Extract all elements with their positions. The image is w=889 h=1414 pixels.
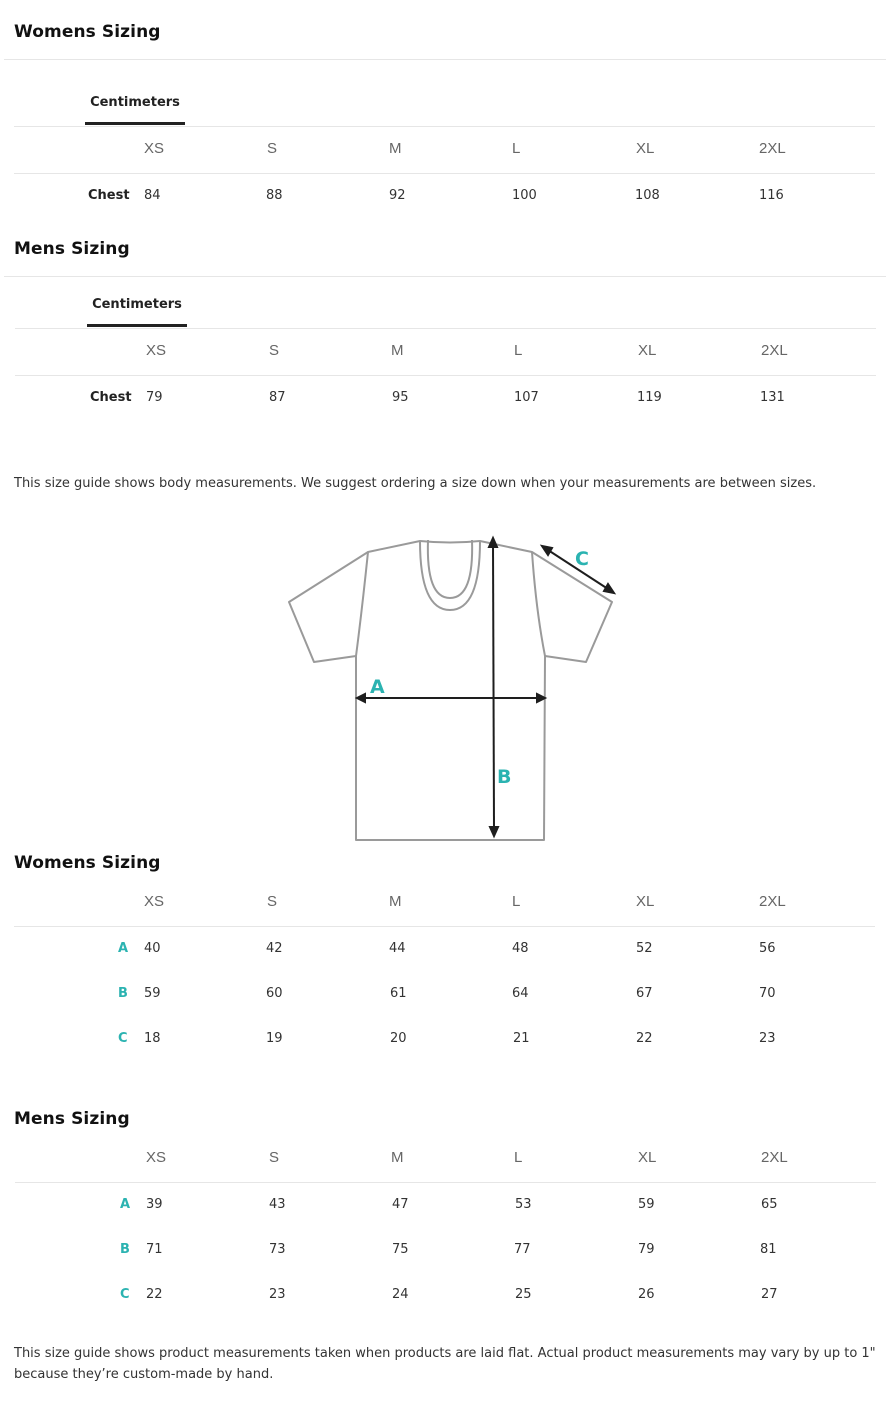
tshirt-measurement-diagram xyxy=(280,530,625,850)
size-header-s: S xyxy=(269,1149,280,1166)
size-header-xs: XS xyxy=(146,1149,167,1166)
cell-value: 56 xyxy=(759,941,776,956)
cell-value: 59 xyxy=(144,986,161,1001)
size-header-2xl: 2XL xyxy=(759,893,786,910)
cell-value: 88 xyxy=(266,188,283,203)
size-header-s: S xyxy=(267,893,278,910)
cell-value: 19 xyxy=(266,1031,283,1046)
cell-value: 64 xyxy=(512,986,529,1001)
divider xyxy=(15,328,876,329)
tab-active-indicator xyxy=(87,324,187,327)
row-label-a: A xyxy=(118,941,129,956)
cell-value: 21 xyxy=(513,1031,530,1046)
divider xyxy=(14,126,875,127)
cell-value: 22 xyxy=(146,1287,163,1302)
size-header-xs: XS xyxy=(144,140,165,157)
cell-value: 18 xyxy=(144,1031,161,1046)
divider xyxy=(14,926,875,927)
divider xyxy=(4,59,886,60)
size-header-m: M xyxy=(391,1149,404,1166)
cell-value: 75 xyxy=(392,1242,409,1257)
size-header-l: L xyxy=(512,140,521,157)
cell-value: 70 xyxy=(759,986,776,1001)
cell-value: 25 xyxy=(515,1287,532,1302)
cell-value: 92 xyxy=(389,188,406,203)
divider xyxy=(14,173,875,174)
cell-value: 73 xyxy=(269,1242,286,1257)
cell-value: 59 xyxy=(638,1197,655,1212)
cell-value: 20 xyxy=(390,1031,407,1046)
size-header-l: L xyxy=(514,342,523,359)
womens-sizing-title: Womens Sizing xyxy=(14,853,161,873)
size-header-s: S xyxy=(267,140,278,157)
cell-value: 79 xyxy=(146,390,163,405)
size-header-xl: XL xyxy=(636,893,655,910)
divider xyxy=(15,375,876,376)
cell-value: 48 xyxy=(512,941,529,956)
size-header-xl: XL xyxy=(636,140,655,157)
cell-value: 67 xyxy=(636,986,653,1001)
size-header-m: M xyxy=(391,342,404,359)
cell-value: 100 xyxy=(512,188,537,203)
size-header-l: L xyxy=(514,1149,523,1166)
cell-value: 131 xyxy=(760,390,785,405)
cell-value: 26 xyxy=(638,1287,655,1302)
row-label-b: B xyxy=(120,1242,130,1257)
size-header-xs: XS xyxy=(144,893,165,910)
cell-value: 43 xyxy=(269,1197,286,1212)
body-measurement-note: This size guide shows body measurements. We suggest ordering a size down when your measurements are between sizes. xyxy=(14,476,817,491)
womens-sizing-title: Womens Sizing xyxy=(14,22,161,42)
size-header-m: M xyxy=(389,140,402,157)
size-header-xl: XL xyxy=(638,1149,657,1166)
cell-value: 81 xyxy=(760,1242,777,1257)
tshirt-outline xyxy=(289,540,612,840)
row-label-c: C xyxy=(118,1031,128,1046)
size-header-xl: XL xyxy=(638,342,657,359)
cell-value: 71 xyxy=(146,1242,163,1257)
cell-value: 52 xyxy=(636,941,653,956)
product-measurement-note: This size guide shows product measurements taken when products are laid flat. Actual product measurements may vary by up to 1" because they’re custom-made by hand. xyxy=(14,1346,876,1382)
size-header-2xl: 2XL xyxy=(761,342,788,359)
size-header-m: M xyxy=(389,893,402,910)
row-label-c: C xyxy=(120,1287,130,1302)
size-header-xs: XS xyxy=(146,342,167,359)
tab-centimeters[interactable]: Centimeters xyxy=(90,95,180,110)
cell-value: 22 xyxy=(636,1031,653,1046)
cell-value: 61 xyxy=(390,986,407,1001)
cell-value: 108 xyxy=(635,188,660,203)
size-header-2xl: 2XL xyxy=(759,140,786,157)
size-header-s: S xyxy=(269,342,280,359)
cell-value: 24 xyxy=(392,1287,409,1302)
cell-value: 23 xyxy=(759,1031,776,1046)
diagram-label-c: C xyxy=(575,548,589,570)
tab-centimeters[interactable]: Centimeters xyxy=(92,297,182,312)
tab-active-indicator xyxy=(85,122,185,125)
cell-value: 95 xyxy=(392,390,409,405)
cell-value: 65 xyxy=(761,1197,778,1212)
cell-value: 23 xyxy=(269,1287,286,1302)
size-header-l: L xyxy=(512,893,521,910)
cell-value: 39 xyxy=(146,1197,163,1212)
cell-value: 40 xyxy=(144,941,161,956)
measurement-arrows xyxy=(357,538,614,836)
row-label-chest: Chest xyxy=(88,188,130,203)
cell-value: 116 xyxy=(759,188,784,203)
size-header-2xl: 2XL xyxy=(761,1149,788,1166)
mens-sizing-title: Mens Sizing xyxy=(14,1109,130,1129)
cell-value: 42 xyxy=(266,941,283,956)
cell-value: 79 xyxy=(638,1242,655,1257)
divider xyxy=(15,1182,876,1183)
cell-value: 107 xyxy=(514,390,539,405)
diagram-label-a: A xyxy=(370,676,385,698)
row-label-chest: Chest xyxy=(90,390,132,405)
cell-value: 44 xyxy=(389,941,406,956)
cell-value: 60 xyxy=(266,986,283,1001)
cell-value: 53 xyxy=(515,1197,532,1212)
cell-value: 84 xyxy=(144,188,161,203)
mens-sizing-title: Mens Sizing xyxy=(14,239,130,259)
diagram-label-b: B xyxy=(497,766,512,788)
cell-value: 119 xyxy=(637,390,662,405)
cell-value: 27 xyxy=(761,1287,778,1302)
row-label-b: B xyxy=(118,986,128,1001)
cell-value: 47 xyxy=(392,1197,409,1212)
divider xyxy=(4,276,886,277)
row-label-a: A xyxy=(120,1197,131,1212)
cell-value: 87 xyxy=(269,390,286,405)
cell-value: 77 xyxy=(514,1242,531,1257)
